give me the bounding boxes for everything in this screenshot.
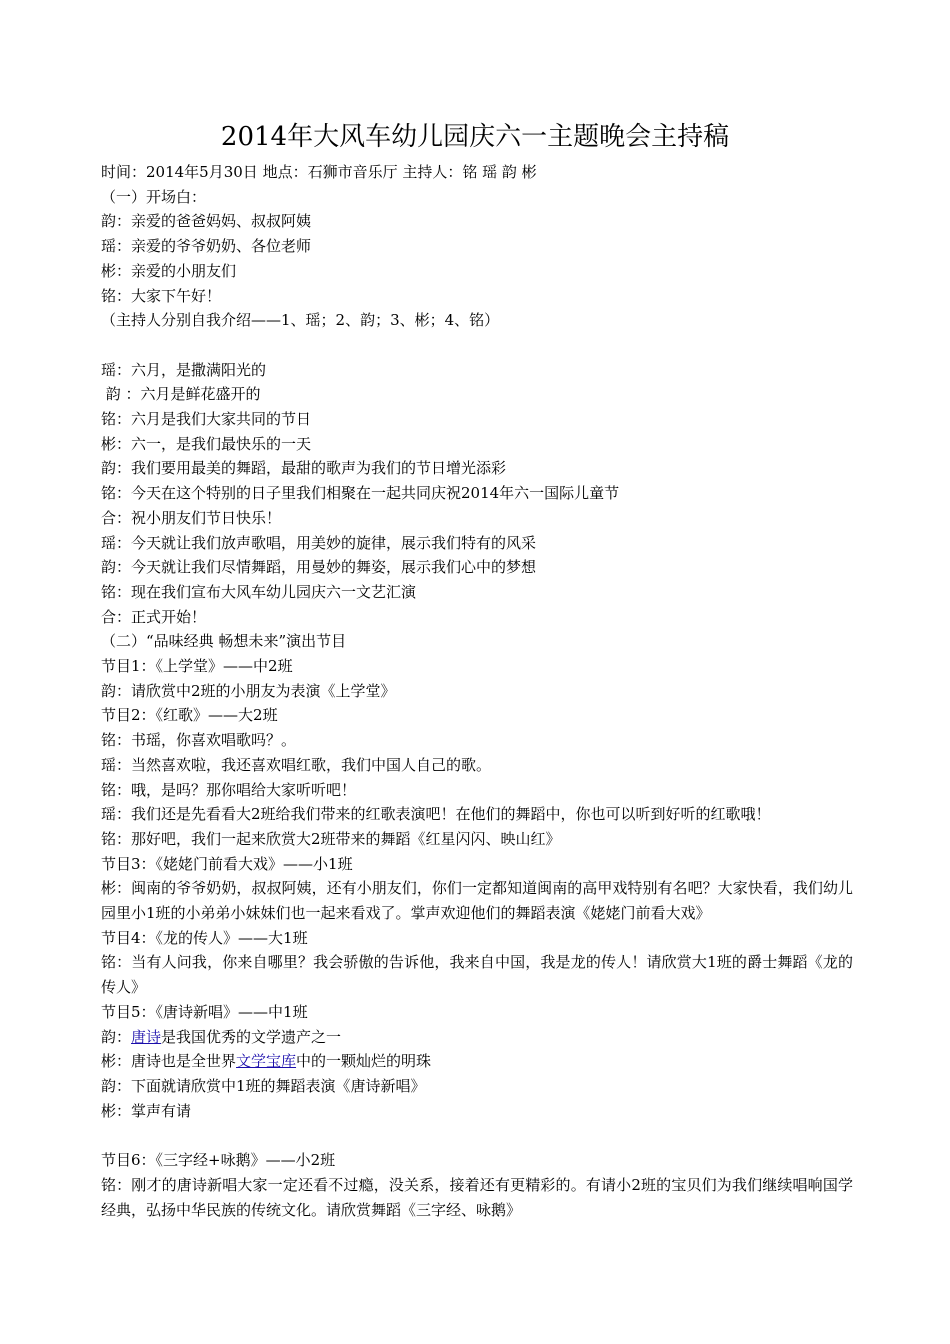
script-line [101,1025,853,1050]
script-paragraph: 彬：闽南的爷爷奶奶，叔叔阿姨，还有小朋友们，你们一定都知道闽南的高甲戏特别有名吧？大家快看，我们幼儿园里小1班的小弟弟小妹妹们也一起来看戏了。掌声欢迎他们的舞蹈表演《姥姥门前看大戏》 [101,879,853,923]
meta-line: 时间：2014年5月30日 地点：石狮市音乐厅 主持人：铭 瑶 韵 彬 [101,163,537,181]
script-line: 韵：请欣赏中2班的小朋友为表演《上学堂》 [101,681,396,700]
script-paragraph: 铭：当有人问我，你来自哪里？我会骄傲的告诉他，我来自中国，我是龙的传人！请欣赏大1班的爵士舞蹈《龙的传人》 [101,953,853,997]
program-line: 节目2：《红歌》——大2班 [101,706,278,725]
script-line: （主持人分别自我介绍——1、瑶；2、韵；3、彬；4、铭） [101,311,500,330]
line-suffix: 是我国优秀的文学遗产之一 [161,1027,342,1046]
script-line: 合：祝小朋友们节日快乐！ [101,508,282,527]
literature-treasury-link[interactable]: 文学宝库 [236,1052,297,1071]
script-line: 合：正式开始！ [101,607,207,626]
script-line: 韵 ：六月是鲜花盛开的 [101,385,261,404]
script-line: 铭：哦，是吗？那你唱给大家听听吧！ [101,780,357,799]
program-line: 节目1：《上学堂》——中2班 [101,657,293,676]
script-line: 铭：今天在这个特别的日子里我们相聚在一起共同庆祝2014年六一国际儿童节 [101,484,620,503]
program-line: 节目4：《龙的传人》——大1班 [101,928,308,947]
program-line: 节目5：《唐诗新唱》——中1班 [101,1002,308,1021]
script-line [101,1049,853,1074]
program-line: 节目6：《三字经+咏鹅》——小2班 [101,1151,336,1170]
line-prefix: 彬：唐诗也是全世界 [101,1052,237,1071]
line-prefix: 韵： [101,1027,132,1046]
script-line: 铭：大家下午好！ [101,286,222,305]
script-line: 彬：掌声有请 [101,1101,192,1120]
program-line: 节目3：《姥姥门前看大戏》——小1班 [101,854,353,873]
section-heading: （二）“品味经典 畅想未来”演出节目 [101,632,347,651]
blank-line [101,333,853,358]
script-line: 韵：亲爱的爸爸妈妈、叔叔阿姨 [101,212,312,231]
script-line: 铭：书瑶，你喜欢唱歌吗？。 [101,731,297,750]
document-body [101,160,853,1222]
script-line: 铭：那好吧，我们一起来欣赏大2班带来的舞蹈《红星闪闪、映山红》 [101,829,561,848]
script-line: 瑶：亲爱的爷爷奶奶、各位老师 [101,237,312,256]
script-line: 铭：六月是我们大家共同的节日 [101,410,312,429]
script-paragraph: 铭：刚才的唐诗新唱大家一定还看不过瘾，没关系，接着还有更精彩的。有请小2班的宝贝们为我们继续唱响国学经典，弘扬中华民族的传统文化。请欣赏舞蹈《三字经、咏鹅》 [101,1175,853,1219]
script-line: 瑶：六月，是撒满阳光的 [101,360,267,379]
script-line: 瑶：我们还是先看看大2班给我们带来的红歌表演吧！在他们的舞蹈中，你也可以听到好听的红歌哦！ [101,805,771,824]
blank-line [101,1123,853,1148]
script-line: 瑶：当然喜欢啦，我还喜欢唱红歌，我们中国人自己的歌。 [101,755,492,774]
section-heading: （一）开场白： [101,187,207,206]
tangshi-link[interactable]: 唐诗 [131,1027,162,1046]
document-title: 2014年大风车幼儿园庆六一主题晚会主持稿 [220,122,730,152]
script-line: 瑶：今天就让我们放声歌唱，用美妙的旋律，展示我们特有的风采 [101,533,537,552]
script-line: 韵：我们要用最美的舞蹈，最甜的歌声为我们的节日增光添彩 [101,459,507,478]
script-line: 彬：亲爱的小朋友们 [101,261,237,280]
line-suffix: 中的一颗灿烂的明珠 [296,1052,432,1071]
script-line: 铭：现在我们宣布大风车幼儿园庆六一文艺汇演 [101,582,417,601]
script-line: 韵：下面就请欣赏中1班的舞蹈表演《唐诗新唱》 [101,1077,426,1095]
script-line: 韵：今天就让我们尽情舞蹈，用曼妙的舞姿，展示我们心中的梦想 [101,558,537,577]
script-line: 彬：六一，是我们最快乐的一天 [101,434,312,453]
